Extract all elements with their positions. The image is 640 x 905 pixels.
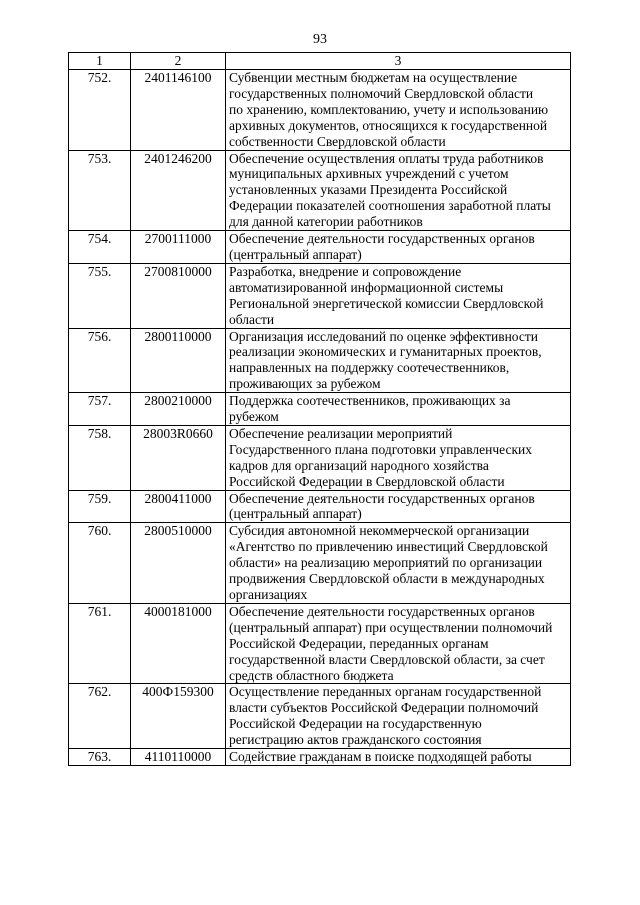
classification-code: 2800510000 <box>131 523 226 604</box>
table-row <box>69 231 571 264</box>
row-number: 760. <box>69 523 131 604</box>
table-row <box>69 490 571 523</box>
row-number: 761. <box>69 603 131 684</box>
row-number: 762. <box>69 684 131 749</box>
table-row <box>69 749 571 766</box>
classification-code: 4110110000 <box>131 749 226 766</box>
row-number: 755. <box>69 263 131 328</box>
classification-code: 400Ф159300 <box>131 684 226 749</box>
expense-description: Субсидия автономной некоммерческой организации «Агентство по привлечению инвестиций Свердловской области» на реализацию мероприятий по организации продвижения Свердловской области в международных организациях <box>226 523 571 604</box>
column-header-1: 1 <box>69 53 131 70</box>
classification-code: 2700810000 <box>131 263 226 328</box>
row-number: 758. <box>69 425 131 490</box>
table-row <box>69 523 571 604</box>
row-number: 753. <box>69 150 131 231</box>
table-row <box>69 263 571 328</box>
table-row <box>69 150 571 231</box>
expense-description: Содействие гражданам в поиске подходящей работы <box>226 749 571 766</box>
budget-classification-table <box>68 52 571 766</box>
table-row <box>69 70 571 151</box>
classification-code: 2800110000 <box>131 328 226 393</box>
expense-description: Осуществление переданных органам государственной власти субъектов Российской Федерации полномочий Российской Федерации на государственную регистрацию актов гражданского состояния <box>226 684 571 749</box>
expense-description: Обеспечение реализации мероприятий Государственного плана подготовки управленческих кадров для организаций народного хозяйства Российской Федерации в Свердловской области <box>226 425 571 490</box>
expense-description: Организация исследований по оценке эффективности реализации экономических и гуманитарных проектов, направленных на поддержку соотечественников, проживающих за рубежом <box>226 328 571 393</box>
classification-code: 2700111000 <box>131 231 226 264</box>
table-row <box>69 684 571 749</box>
row-number: 759. <box>69 490 131 523</box>
expense-description: Поддержка соотечественников, проживающих за рубежом <box>226 393 571 426</box>
table-row <box>69 603 571 684</box>
table-header-row <box>69 53 571 70</box>
expense-description: Обеспечение деятельности государственных органов (центральный аппарат) <box>226 490 571 523</box>
table-row <box>69 328 571 393</box>
table-body <box>69 70 571 766</box>
row-number: 763. <box>69 749 131 766</box>
classification-code: 2401146100 <box>131 70 226 151</box>
column-header-2: 2 <box>131 53 226 70</box>
expense-description: Разработка, внедрение и сопровождение автоматизированной информационной системы Региональной энергетической комиссии Свердловской области <box>226 263 571 328</box>
classification-code: 2401246200 <box>131 150 226 231</box>
table-row <box>69 425 571 490</box>
classification-code: 2800210000 <box>131 393 226 426</box>
expense-description: Субвенции местным бюджетам на осуществление государственных полномочий Свердловской области по хранению, комплектованию, учету и использованию архивных документов, относящихся к государственной собственности Свердловской области <box>226 70 571 151</box>
expense-description: Обеспечение осуществления оплаты труда работников муниципальных архивных учреждений с учетом установленных указами Президента Российской Федерации показателей соотношения заработной платы для данной категории работников <box>226 150 571 231</box>
classification-code: 2800411000 <box>131 490 226 523</box>
expense-description: Обеспечение деятельности государственных органов (центральный аппарат) при осуществлении полномочий Российской Федерации, переданных органам государственной власти Свердловской области, за счет средств областного бюджета <box>226 603 571 684</box>
row-number: 757. <box>69 393 131 426</box>
table-row <box>69 393 571 426</box>
row-number: 752. <box>69 70 131 151</box>
column-header-3: 3 <box>226 53 571 70</box>
classification-code: 28003R0660 <box>131 425 226 490</box>
page-number: 93 <box>313 32 327 47</box>
row-number: 754. <box>69 231 131 264</box>
classification-code: 4000181000 <box>131 603 226 684</box>
expense-description: Обеспечение деятельности государственных органов (центральный аппарат) <box>226 231 571 264</box>
row-number: 756. <box>69 328 131 393</box>
